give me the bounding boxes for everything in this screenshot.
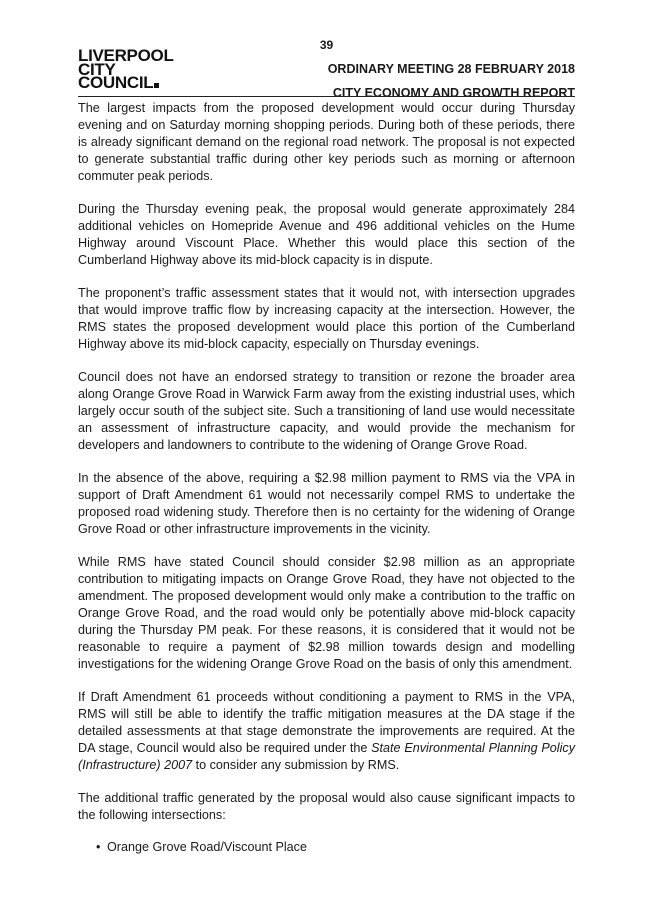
paragraph	[78, 689, 575, 774]
paragraph: The largest impacts from the proposed development would occur during Thursday evening and on Saturday morning shopping periods. During both of these periods, there is already significant demand on the regional road network. The proposal is not expected to generate substantial traffic during other key periods such as morning or afternoon commuter peak periods.	[78, 101, 575, 184]
report-title: CITY ECONOMY AND GROWTH REPORT	[332, 86, 575, 100]
liverpool-city-council-logo	[78, 46, 174, 92]
intersection-list	[78, 839, 575, 856]
paragraph: The additional traffic generated by the proposal would also cause significant impacts to the following intersections:	[78, 790, 575, 822]
paragraph-text: If Draft Amendment 61 proceeds without conditioning a payment to RMS in the VPA, RMS will still be able to identify the traffic mitigation measures at the DA stage if the detailed assessments at that stage demonstrate the improvements are required. At the DA stage, Council would also be required under the	[78, 689, 575, 755]
paragraph: In the absence of the above, requiring a $2.98 million payment to RMS via the VPA in support of Draft Amendment 61 would not necessarily compel RMS to undertake the proposed road widening study. Therefore then is no certainty for the widening of Orange Grove Road or other infrastructure improvements in the vicinity.	[78, 470, 575, 536]
bullet-icon: •	[96, 840, 101, 855]
paragraph-text: to consider any submission by RMS.	[192, 758, 400, 773]
logo-line-3: COUNCIL	[78, 73, 154, 92]
logo-line-1: LIVERPOOL	[78, 46, 174, 65]
report-header	[328, 57, 575, 105]
list-item-text: Orange Grove Road/Viscount Place	[107, 840, 307, 855]
logo-line-2: CITY	[78, 59, 116, 79]
meeting-title: ORDINARY MEETING 28 FEBRUARY 2018	[327, 62, 575, 76]
paragraph: Council does not have an endorsed strategy to transition or rezone the broader area along Orange Grove Road in Warwick Farm away from the existing industrial uses, which largely occur south of the subject site. Such a transitioning of land use would necessitate an assessment of infrastructure capacity, and would provide the mechanism for developers and landowners to contribute to the widening of Orange Grove Road.	[78, 369, 575, 453]
list-item	[96, 839, 575, 856]
logo-dot-icon	[154, 83, 159, 88]
paragraph: The proponent’s traffic assessment states that it would not, with intersection upgrades that would improve traffic flow by increasing capacity at the intersection. However, the RMS states the proposed development would place this portion of the Cumberland Highway above its mid-block capacity, especially on Thursday evenings.	[78, 285, 575, 352]
paragraph: During the Thursday evening peak, the proposal would generate approximately 284 additional vehicles on Homepride Avenue and 496 additional vehicles on the Hume Highway around Viscount Place. Whether this would place this section of the Cumberland Highway above its mid-block capacity is in dispute.	[78, 201, 575, 268]
paragraph: While RMS have stated Council should consider $2.98 million as an appropriate contribution to mitigating impacts on Orange Grove Road, they have not objected to the amendment. The proposed development would only make a contribution to the traffic on Orange Grove Road, and the road would only be potentially above mid-block capacity during the Thursday PM peak. For these reasons, it is considered that it would not be reasonable to require a payment of $2.98 million towards design and modelling investigations for the widening Orange Grove Road on the basis of only this amendment.	[78, 554, 575, 672]
page-number: 39	[319, 38, 334, 52]
policy-reference: State Environmental Planning Policy (Infrastructure) 2007	[78, 741, 575, 773]
report-body	[78, 100, 575, 856]
header-divider	[78, 96, 575, 97]
